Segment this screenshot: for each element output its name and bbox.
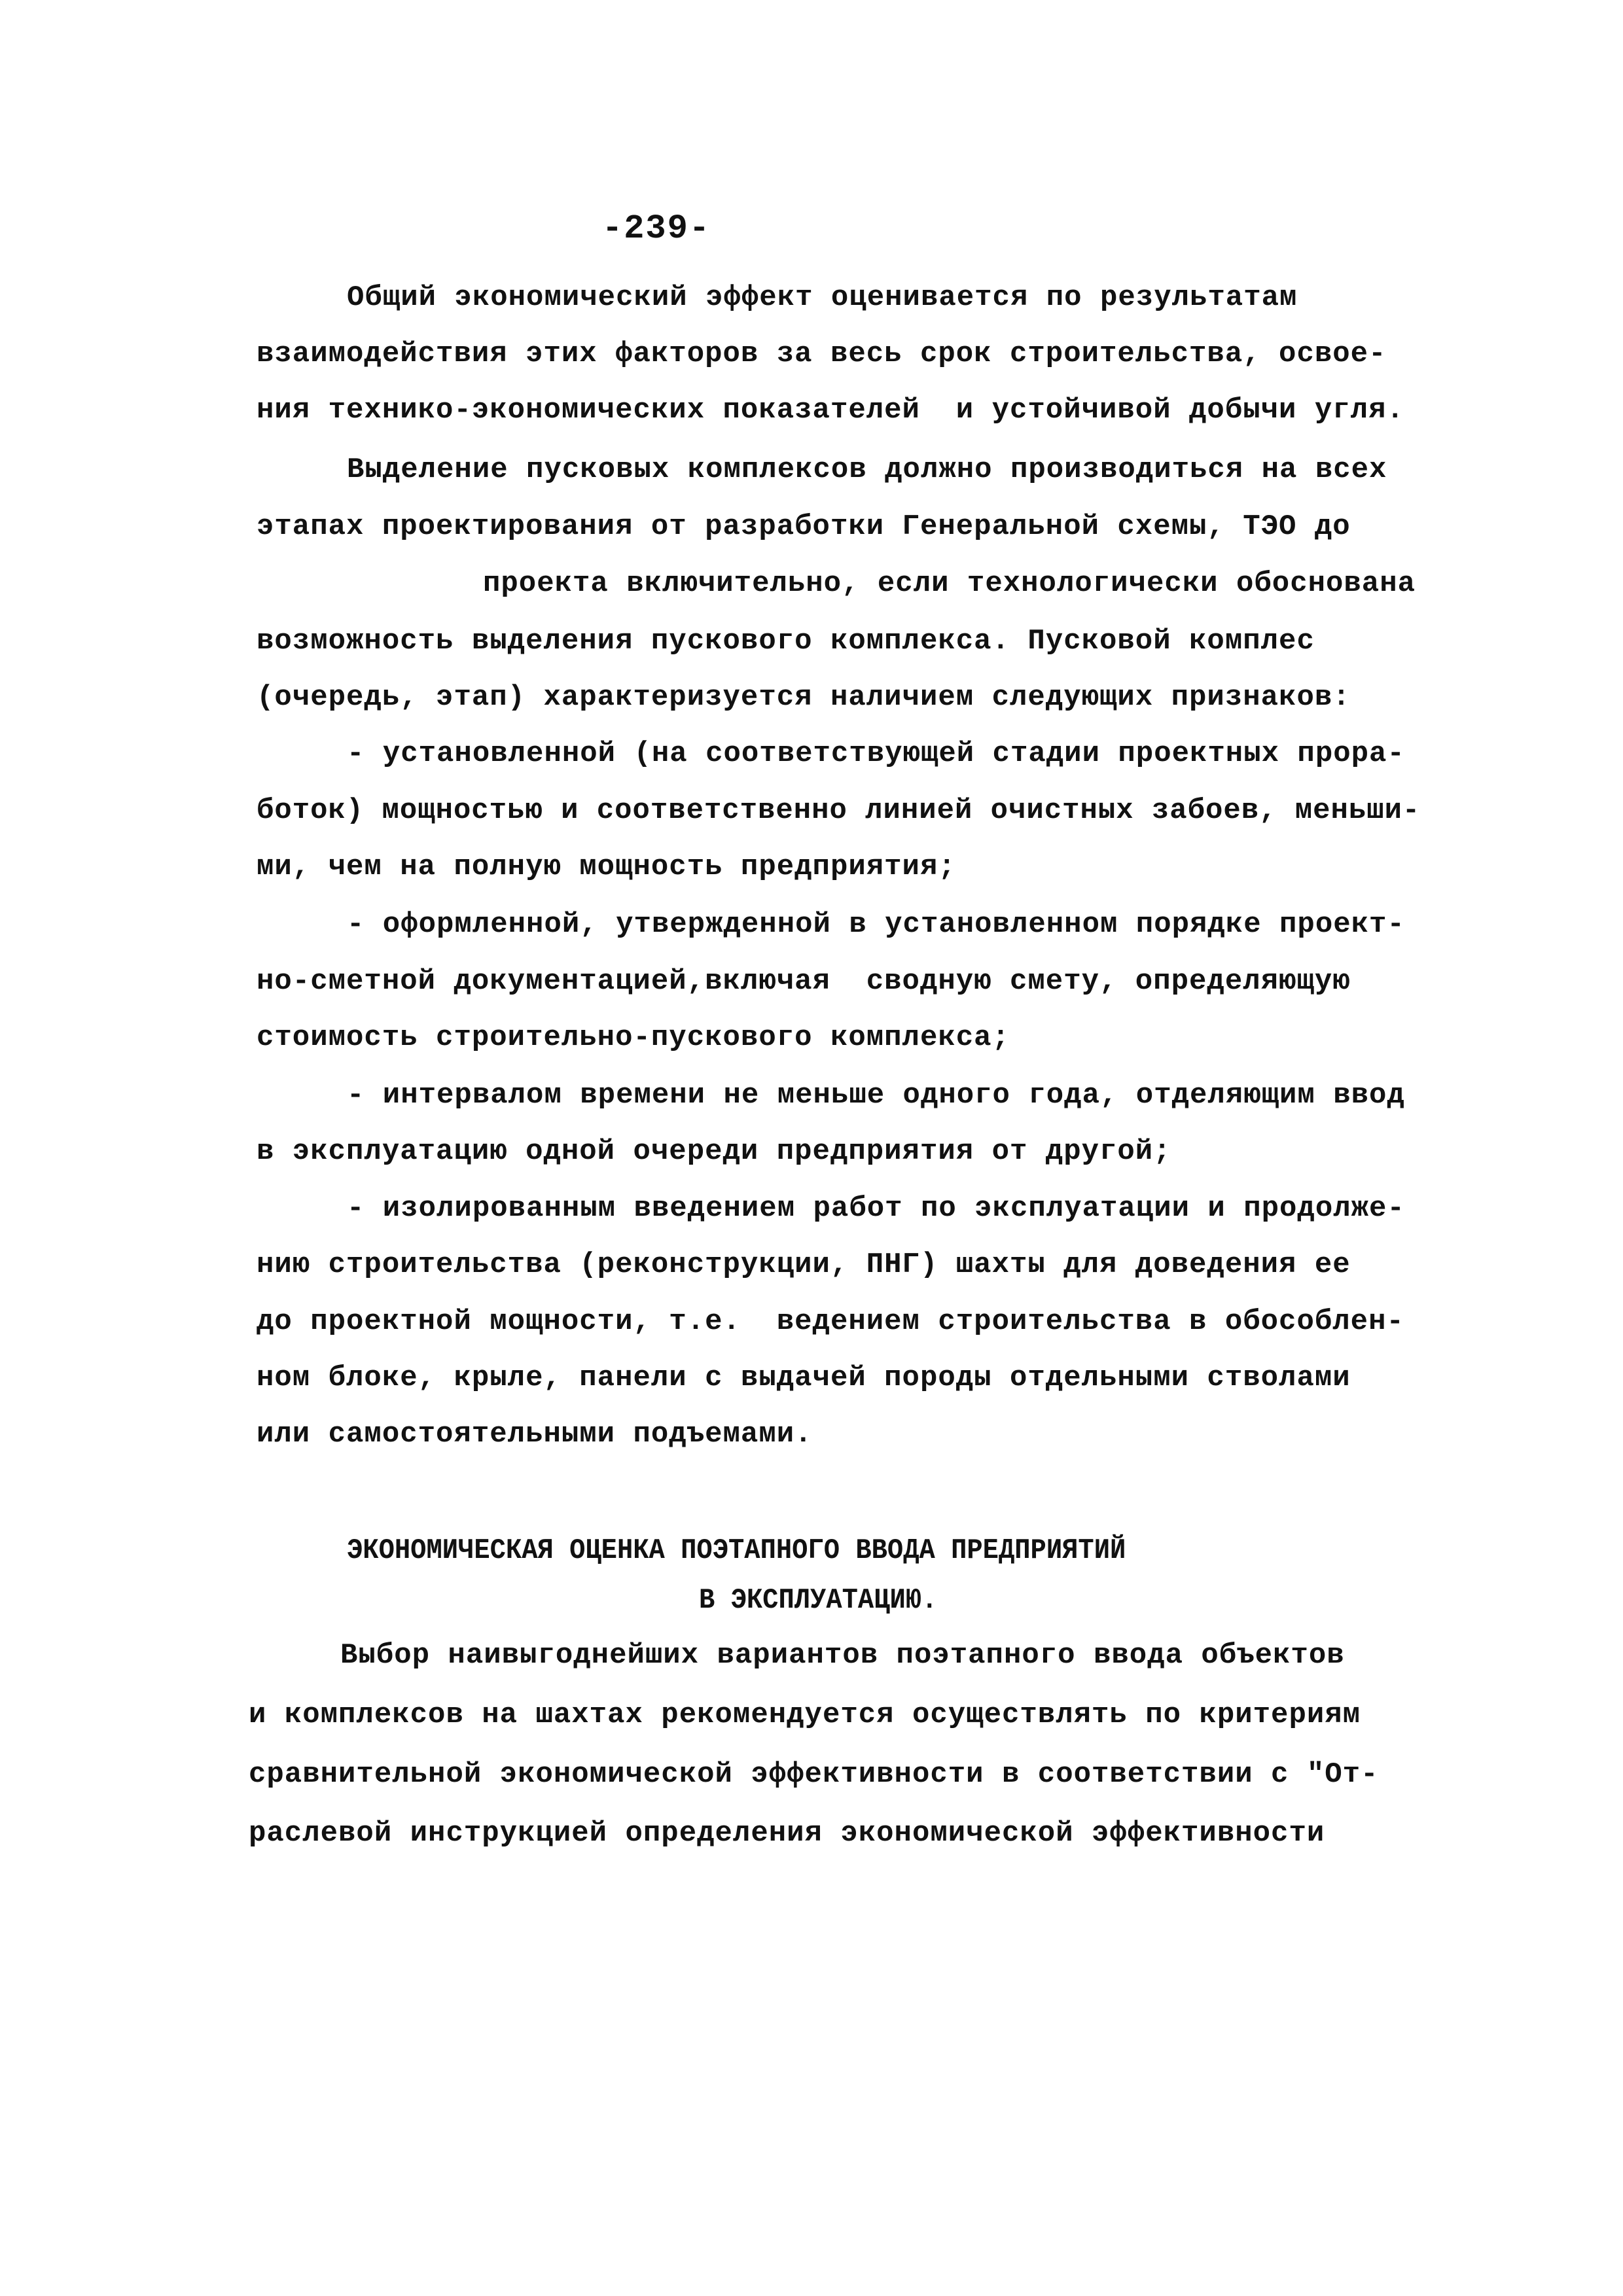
text-line: или самостоятельными подъемами.: [257, 1418, 813, 1451]
text-line: - установленной (на соответствующей стадии проектных прора-: [347, 737, 1405, 770]
text-line: возможность выделения пускового комплекса. Пусковой комплес: [257, 625, 1315, 658]
text-line: этапах проектирования от разработки Генеральной схемы, ТЭО до: [257, 510, 1351, 543]
text-line: ния технико-экономических показателей и устойчивой добычи угля.: [257, 394, 1404, 427]
text-line: - оформленной, утвержденной в установленном порядке проект-: [347, 908, 1405, 941]
section-heading-line-2: В ЭКСПЛУАТАЦИЮ.: [699, 1584, 938, 1617]
text-line: нию строительства (реконструкции, ПНГ) шахты для доведения ее: [257, 1248, 1351, 1281]
text-line: раслевой инструкцией определения экономической эффективности: [249, 1817, 1325, 1850]
text-line: в эксплуатацию одной очереди предприятия от другой;: [257, 1135, 1171, 1168]
section-heading-line-1: ЭКОНОМИЧЕСКАЯ ОЦЕНКА ПОЭТАПНОГО ВВОДА ПРЕДПРИЯТИЙ: [347, 1534, 1126, 1567]
text-line: стоимость строительно-пускового комплекса;: [257, 1021, 1010, 1054]
page-number: -239-: [602, 209, 711, 248]
text-line: Выделение пусковых комплексов должно производиться на всех: [347, 453, 1387, 486]
text-line: (очередь, этап) характеризуется наличием следующих признаков:: [257, 681, 1351, 714]
text-line: но-сметной документацией,включая сводную смету, определяющую: [257, 965, 1351, 998]
text-line: - изолированным введением работ по эксплуатации и продолже-: [347, 1192, 1405, 1225]
text-line: и комплексов на шахтах рекомендуется осуществлять по критериям: [249, 1699, 1361, 1731]
text-line: ми, чем на полную мощность предприятия;: [257, 851, 956, 883]
text-line: Выбор наивыгоднейших вариантов поэтапного ввода объектов: [340, 1639, 1345, 1672]
text-line: проекта включительно, если технологически обоснована: [483, 567, 1416, 600]
text-line: Общий экономический эффект оценивается по результатам: [347, 281, 1298, 314]
text-line: ном блоке, крыле, панели с выдачей породы отдельными стволами: [257, 1362, 1351, 1394]
text-line: сравнительной экономической эффективности в соответствии с "От-: [249, 1758, 1379, 1791]
text-line: до проектной мощности, т.е. ведением строительства в обособлен-: [257, 1305, 1404, 1338]
text-line: - интервалом времени не меньше одного года, отделяющим ввод: [347, 1079, 1405, 1112]
text-line: взаимодействия этих факторов за весь срок строительства, освое-: [257, 338, 1387, 370]
text-line: боток) мощностью и соответственно линией очистных забоев, меньши-: [257, 794, 1421, 827]
